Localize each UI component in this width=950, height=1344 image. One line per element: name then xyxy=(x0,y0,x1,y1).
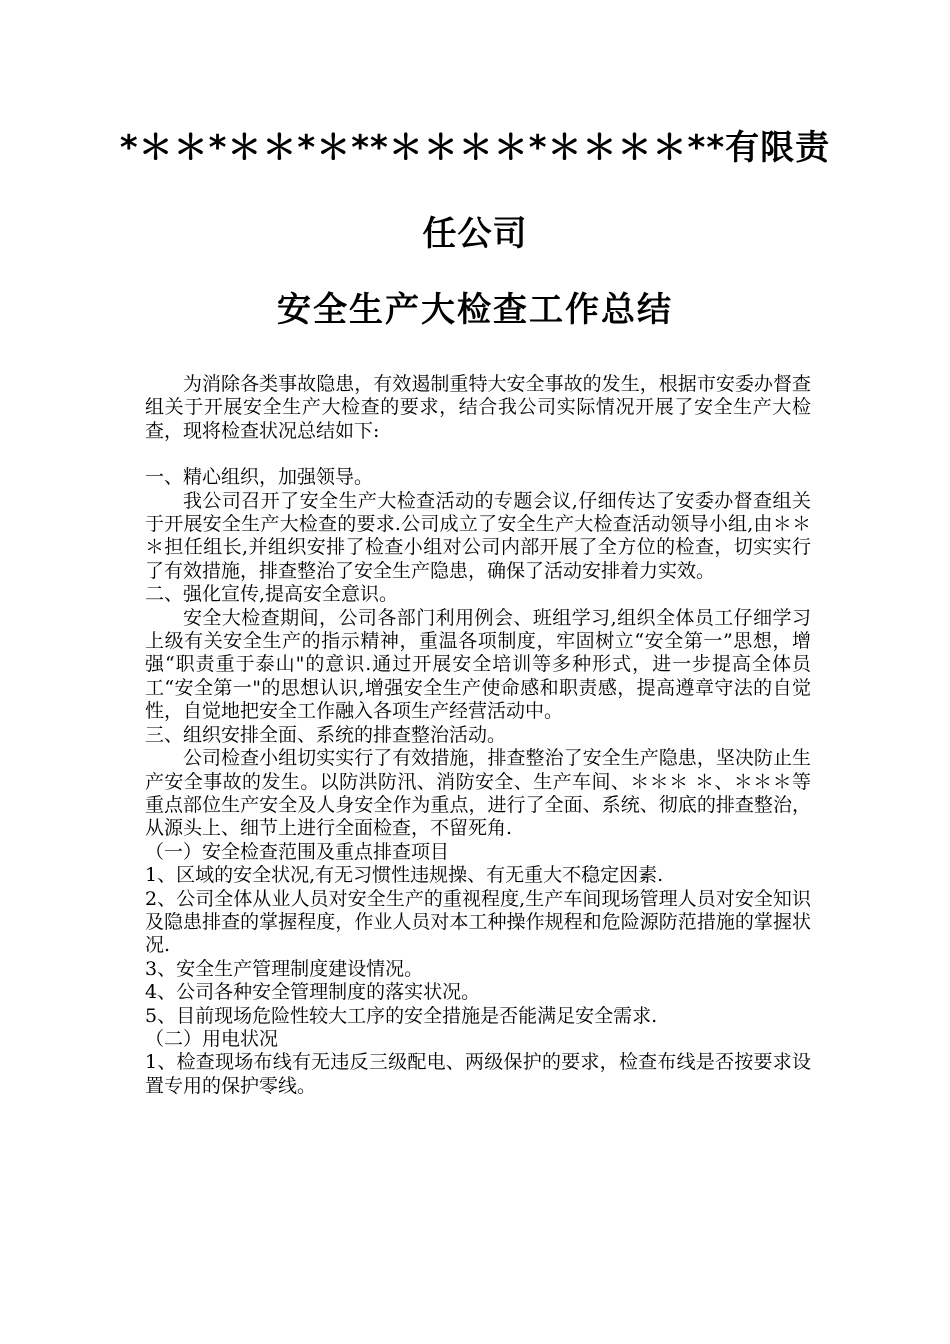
section-3-paragraph: 公司检查小组切实实行了有效措施，排查整治了安全生产隐患，坚决防止生产安全事故的发生。以防洪防汛、消防安全、生产车间、＊＊＊ ＊、＊＊＊等重点部位生产安全及人身安全作为重点，进行了全面、系统、彻底的排查整治，从源头上、细节上进行全面检查，不留死角. xyxy=(145,747,811,840)
list-item: 1、区域的安全状况,有无习惯性违规操、有无重大不稳定因素. xyxy=(145,864,664,887)
paragraph-gap xyxy=(145,443,811,466)
list-item: 3、安全生产管理制度建设情况。 xyxy=(145,957,424,980)
list-item: 2、公司全体从业人员对安全生产的重视程度,生产车间现场管理人员对安全知识及隐患排查的掌握程度，作业人员对本工种操作规程和危险源防范措施的掌握状况. xyxy=(145,887,811,957)
intro-paragraph: 为消除各类事故隐患，有效遏制重特大安全事故的发生，根据市安委办督查组关于开展安全生产大检查的要求，结合我公司实际情况开展了安全生产大检查，现将检查状况总结如下: xyxy=(145,373,811,442)
document-title: 安全生产大检查工作总结 xyxy=(277,290,673,330)
subsection-heading-1: （一）安全检查范围及重点排查项目 xyxy=(145,840,450,863)
list-item: 5、目前现场危险性较大工序的安全措施是否能满足安全需求. xyxy=(145,1004,658,1027)
section-heading-2: 二、强化宣传,提高安全意识。 xyxy=(145,583,399,606)
company-name-line-2: 任公司 xyxy=(422,214,528,254)
list-item: 4、公司各种安全管理制度的落实状况。 xyxy=(145,981,481,1004)
section-heading-3: 三、组织安排全面、系统的排查整治活动。 xyxy=(145,723,507,746)
company-name-line-1: *＊＊*＊＊*＊**＊＊＊＊*＊＊＊＊**有限责 xyxy=(119,128,831,168)
section-2-paragraph: 安全大检查期间，公司各部门利用例会、班组学习,组织全体员工仔细学习上级有关安全生产的指示精神，重温各项制度，牢固树立“安全第一”思想，增强“职责重于泰山"的意识.通过开展安全培训等多种形式，进一步提高全体员工“安全第一"的思想认识,增强安全生产使命感和职责感，提高遵章守法的自觉性，自觉地把安全工作融入各项生产经营活动中。 xyxy=(145,606,811,723)
list-item: 1、检查现场布线有无违反三级配电、两级保护的要求，检查布线是否按要求设置专用的保护零线。 xyxy=(145,1051,811,1097)
subsection-heading-2: （二）用电状况 xyxy=(145,1027,279,1050)
document-body xyxy=(145,373,811,1098)
section-heading-1: 一、精心组织，加强领导。 xyxy=(145,466,374,489)
section-1-paragraph: 我公司召开了安全生产大检查活动的专题会议,仔细传达了安委办督查组关于开展安全生产大检查的要求.公司成立了安全生产大检查活动领导小组,由＊＊＊担任组长,并组织安排了检查小组对公司内部开展了全方位的检查，切实实行了有效措施，排查整治了安全生产隐患，确保了活动安排着力实效。 xyxy=(145,489,811,582)
